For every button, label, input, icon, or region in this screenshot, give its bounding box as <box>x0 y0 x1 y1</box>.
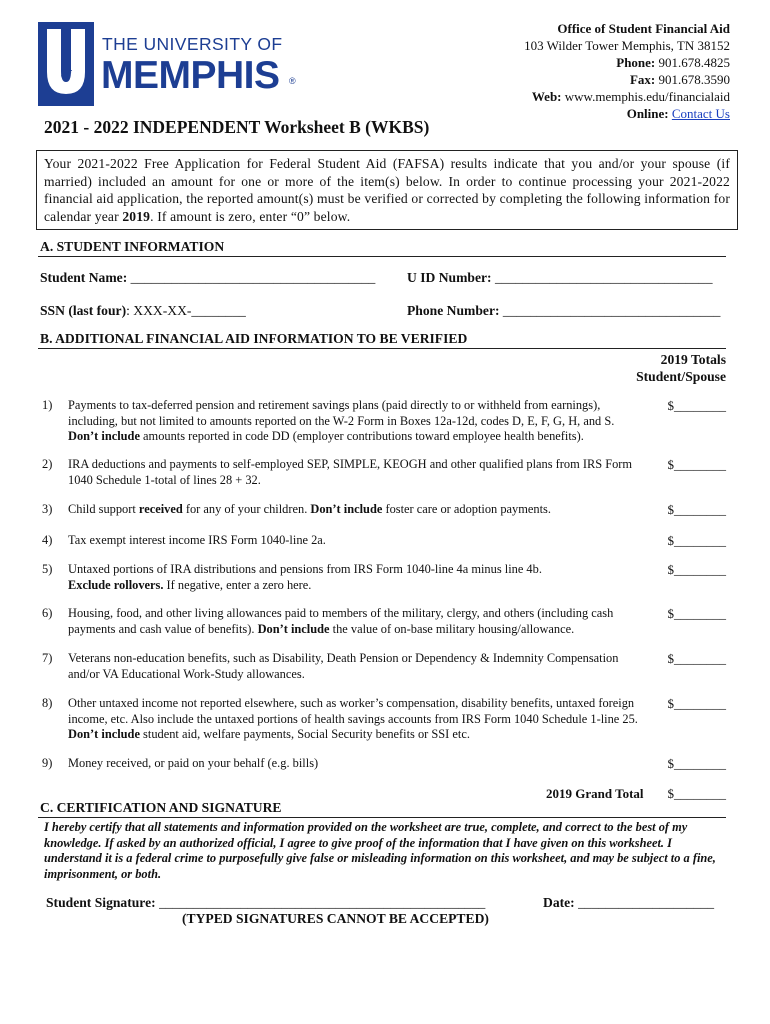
ssn-field[interactable]: SSN (last four): XXX-XX-________ <box>40 303 246 318</box>
item-3: 3) Child support received for any of your children. Don’t include foster care or adoption payments. $________ <box>42 502 726 517</box>
date-field[interactable]: Date: ____________________ <box>543 895 715 910</box>
totals-column-header: 2019 Totals Student/Spouse <box>636 352 726 384</box>
item-3-amount[interactable]: $________ <box>667 502 726 517</box>
university-logo <box>38 22 300 106</box>
logo-registered: ® <box>289 76 296 86</box>
phone-number-field[interactable]: Phone Number: ________________________________ <box>407 303 721 318</box>
item-8-amount[interactable]: $________ <box>667 696 726 711</box>
logo-sub: of <box>61 67 71 81</box>
item-2-amount[interactable]: $________ <box>667 457 726 472</box>
certification-text: I hereby certify that all statements and information provided on the worksheet are true, complete, and correct to the best of my knowledge. If asked by an authorized official, I agree to give proof of the information that I have given on this worksheet. I understand it is a federal crime to purposefully give false or misleading information on this worksheet, and may be subject to a fine, imprisonment, or both. <box>44 820 716 881</box>
item-6-amount[interactable]: $________ <box>667 606 726 621</box>
section-c-divider <box>38 817 726 818</box>
office-address: 103 Wilder Tower Memphis, TN 38152 <box>524 38 730 53</box>
item-8: 8) Other untaxed income not reported elsewhere, such as worker’s compensation, disability benefits, untaxed foreign income, etc. Also include the untaxed portions of health savings accounts from IRS Form 1040 Schedule 1-line 25. Don’t include student aid, welfare payments, Social Security benefits or SSI etc. $________ <box>42 696 726 741</box>
item-4-amount[interactable]: $________ <box>667 533 726 548</box>
section-a-divider <box>38 256 726 257</box>
item-6: 6) Housing, food, and other living allowances paid to members of the military, clergy, and others (including cash payments and cash value of benefits). Don’t include the value of on-base military housing/allowance. $________ <box>42 606 726 636</box>
office-phone: Phone: 901.678.4825 <box>616 55 730 70</box>
section-c-heading: C. CERTIFICATION AND SIGNATURE <box>40 800 282 815</box>
office-contact-block <box>524 20 730 122</box>
page-title: 2021 - 2022 INDEPENDENT Worksheet B (WKBS) <box>44 117 430 137</box>
office-web: Web: www.memphis.edu/financialaid <box>531 89 730 104</box>
item-7-amount[interactable]: $________ <box>667 651 726 666</box>
item-4: 4) Tax exempt interest income IRS Form 1040-line 2a. $________ <box>42 533 726 548</box>
signature-field[interactable]: Student Signature: ________________________________________________ <box>46 895 486 910</box>
uid-number-field[interactable]: U ID Number: ________________________________ <box>407 270 713 285</box>
item-1-amount[interactable]: $________ <box>667 398 726 413</box>
office-name: Office of Student Financial Aid <box>557 21 730 36</box>
office-fax: Fax: 901.678.3590 <box>629 72 730 87</box>
grand-total-amount[interactable]: $________ <box>667 786 726 801</box>
item-5: 5) Untaxed portions of IRA distributions and pensions from IRS Form 1040-line 4a minus line 4b. Exclude rollovers. If negative, enter a zero here. $________ <box>42 562 726 592</box>
item-9-amount[interactable]: $________ <box>667 756 726 771</box>
intro-box: Your 2021-2022 Free Application for Federal Student Aid (FAFSA) results indicate that you and/or your spouse (if married) included an amount for one or more of the item(s) below. In order to continue processing your 2021-2022 financial aid application, the reported amount(s) must be verified or corrected by completing the following information for calendar year 2019. If amount is zero, enter “0” below. <box>36 150 738 230</box>
office-online: Online: Contact Us <box>626 106 730 121</box>
logo-name-line2: MEMPHIS <box>101 54 280 97</box>
logo-name-line1: THE UNIVERSITY OF <box>102 34 283 54</box>
item-2: 2) IRA deductions and payments to self-employed SEP, SIMPLE, KEOGH and other qualified plans from IRS Form 1040 Schedule 1-total of lines 28 + 32. $________ <box>42 457 726 487</box>
contact-us-link[interactable]: Contact Us <box>671 106 730 121</box>
item-9: 9) Money received, or paid on your behalf (e.g. bills) $________ <box>42 756 726 771</box>
item-5-amount[interactable]: $________ <box>667 562 726 577</box>
section-b-divider <box>38 348 726 349</box>
web-link[interactable]: www.memphis.edu/financialaid <box>564 89 730 104</box>
typed-signature-note: (TYPED SIGNATURES CANNOT BE ACCEPTED) <box>182 911 489 926</box>
item-7: 7) Veterans non-education benefits, such as Disability, Death Pension or Dependency & Indemnity Compensation and/or VA Educational Work-Study allowances. $________ <box>42 651 726 681</box>
student-name-field[interactable]: Student Name: ____________________________________ <box>40 270 376 285</box>
section-b-heading: B. ADDITIONAL FINANCIAL AID INFORMATION TO BE VERIFIED <box>40 331 468 346</box>
grand-total-label: 2019 Grand Total <box>546 786 644 801</box>
section-a-heading: A. STUDENT INFORMATION <box>40 239 225 254</box>
item-1: 1) Payments to tax-deferred pension and retirement savings plans (paid directly to or withheld from earnings), including, but not limited to amounts reported on the W-2 Form in Boxes 12a-12d, codes D, E, F, G, H, and S. Don’t include amounts reported in code DD (employer contributions toward employee health benefits). $________ <box>42 398 726 443</box>
